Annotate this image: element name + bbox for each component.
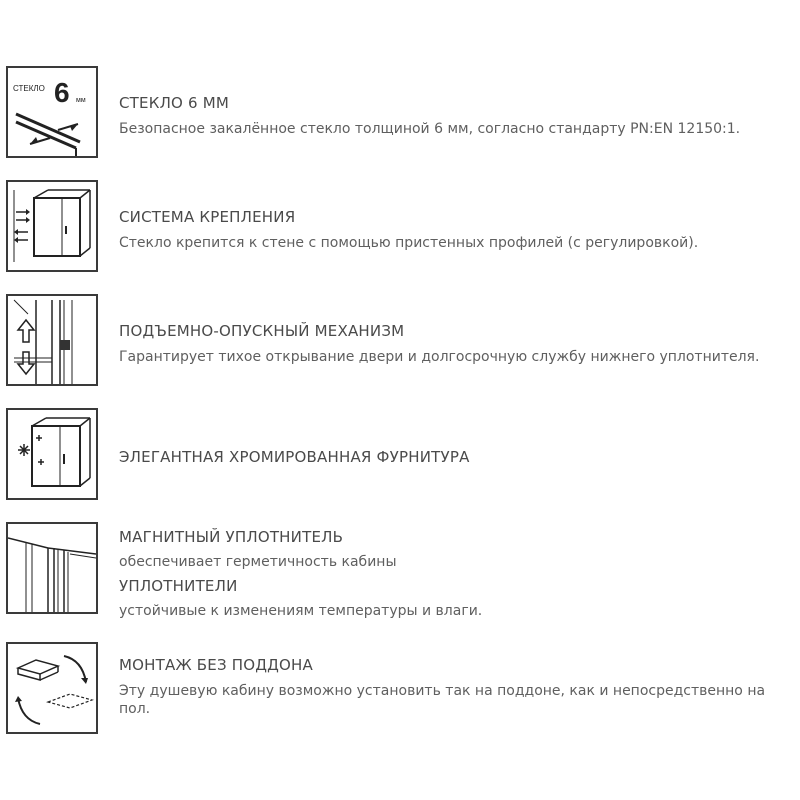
magnetic-seal-icon bbox=[6, 522, 98, 614]
feature-glass bbox=[0, 66, 800, 162]
feature-title: МОНТАЖ БЕЗ ПОДДОНА bbox=[119, 656, 314, 674]
feature-subdescription: устойчивые к изменениям температуры и влаги. bbox=[119, 603, 483, 619]
feature-lift bbox=[0, 294, 800, 390]
feature-title: ПОДЪЕМНО-ОПУСКНЫЙ МЕХАНИЗМ bbox=[119, 322, 405, 340]
feature-mounting bbox=[0, 180, 800, 276]
feature-title: ЭЛЕГАНТНАЯ ХРОМИРОВАННАЯ ФУРНИТУРА bbox=[119, 448, 470, 466]
icon-glass-label: СТЕКЛО bbox=[13, 84, 45, 93]
feature-description: Гарантирует тихое открывание двери и долгосрочную службу нижнего уплотнителя. bbox=[119, 349, 760, 365]
lift-mechanism-icon bbox=[6, 294, 98, 386]
no-tray-install-icon bbox=[6, 642, 98, 734]
feature-title: СИСТЕМА КРЕПЛЕНИЯ bbox=[119, 208, 296, 226]
chrome-fittings-icon bbox=[6, 408, 98, 500]
glass-thickness-icon bbox=[6, 66, 98, 158]
feature-title: СТЕКЛО 6 ММ bbox=[119, 94, 230, 112]
feature-seal bbox=[0, 522, 800, 618]
icon-glass-value: 6 bbox=[54, 77, 70, 108]
feature-subtitle: УПЛОТНИТЕЛИ bbox=[119, 577, 238, 595]
feature-description: обеспечивает герметичность кабины bbox=[119, 554, 397, 570]
icon-glass-unit: мм bbox=[76, 97, 86, 104]
feature-fittings bbox=[0, 408, 800, 504]
feature-description: Безопасное закалённое стекло толщиной 6 мм, согласно стандарту PN:EN 12150:1. bbox=[119, 121, 741, 137]
feature-description: Стекло крепится к стене с помощью пристенных профилей (с регулировкой). bbox=[119, 235, 699, 251]
mounting-system-icon bbox=[6, 180, 98, 272]
feature-description: Эту душевую кабину возможно установить так на поддоне, как и непосредственно на пол. bbox=[119, 683, 766, 717]
feature-install bbox=[0, 642, 800, 738]
feature-title: МАГНИТНЫЙ УПЛОТНИТЕЛЬ bbox=[119, 528, 344, 546]
